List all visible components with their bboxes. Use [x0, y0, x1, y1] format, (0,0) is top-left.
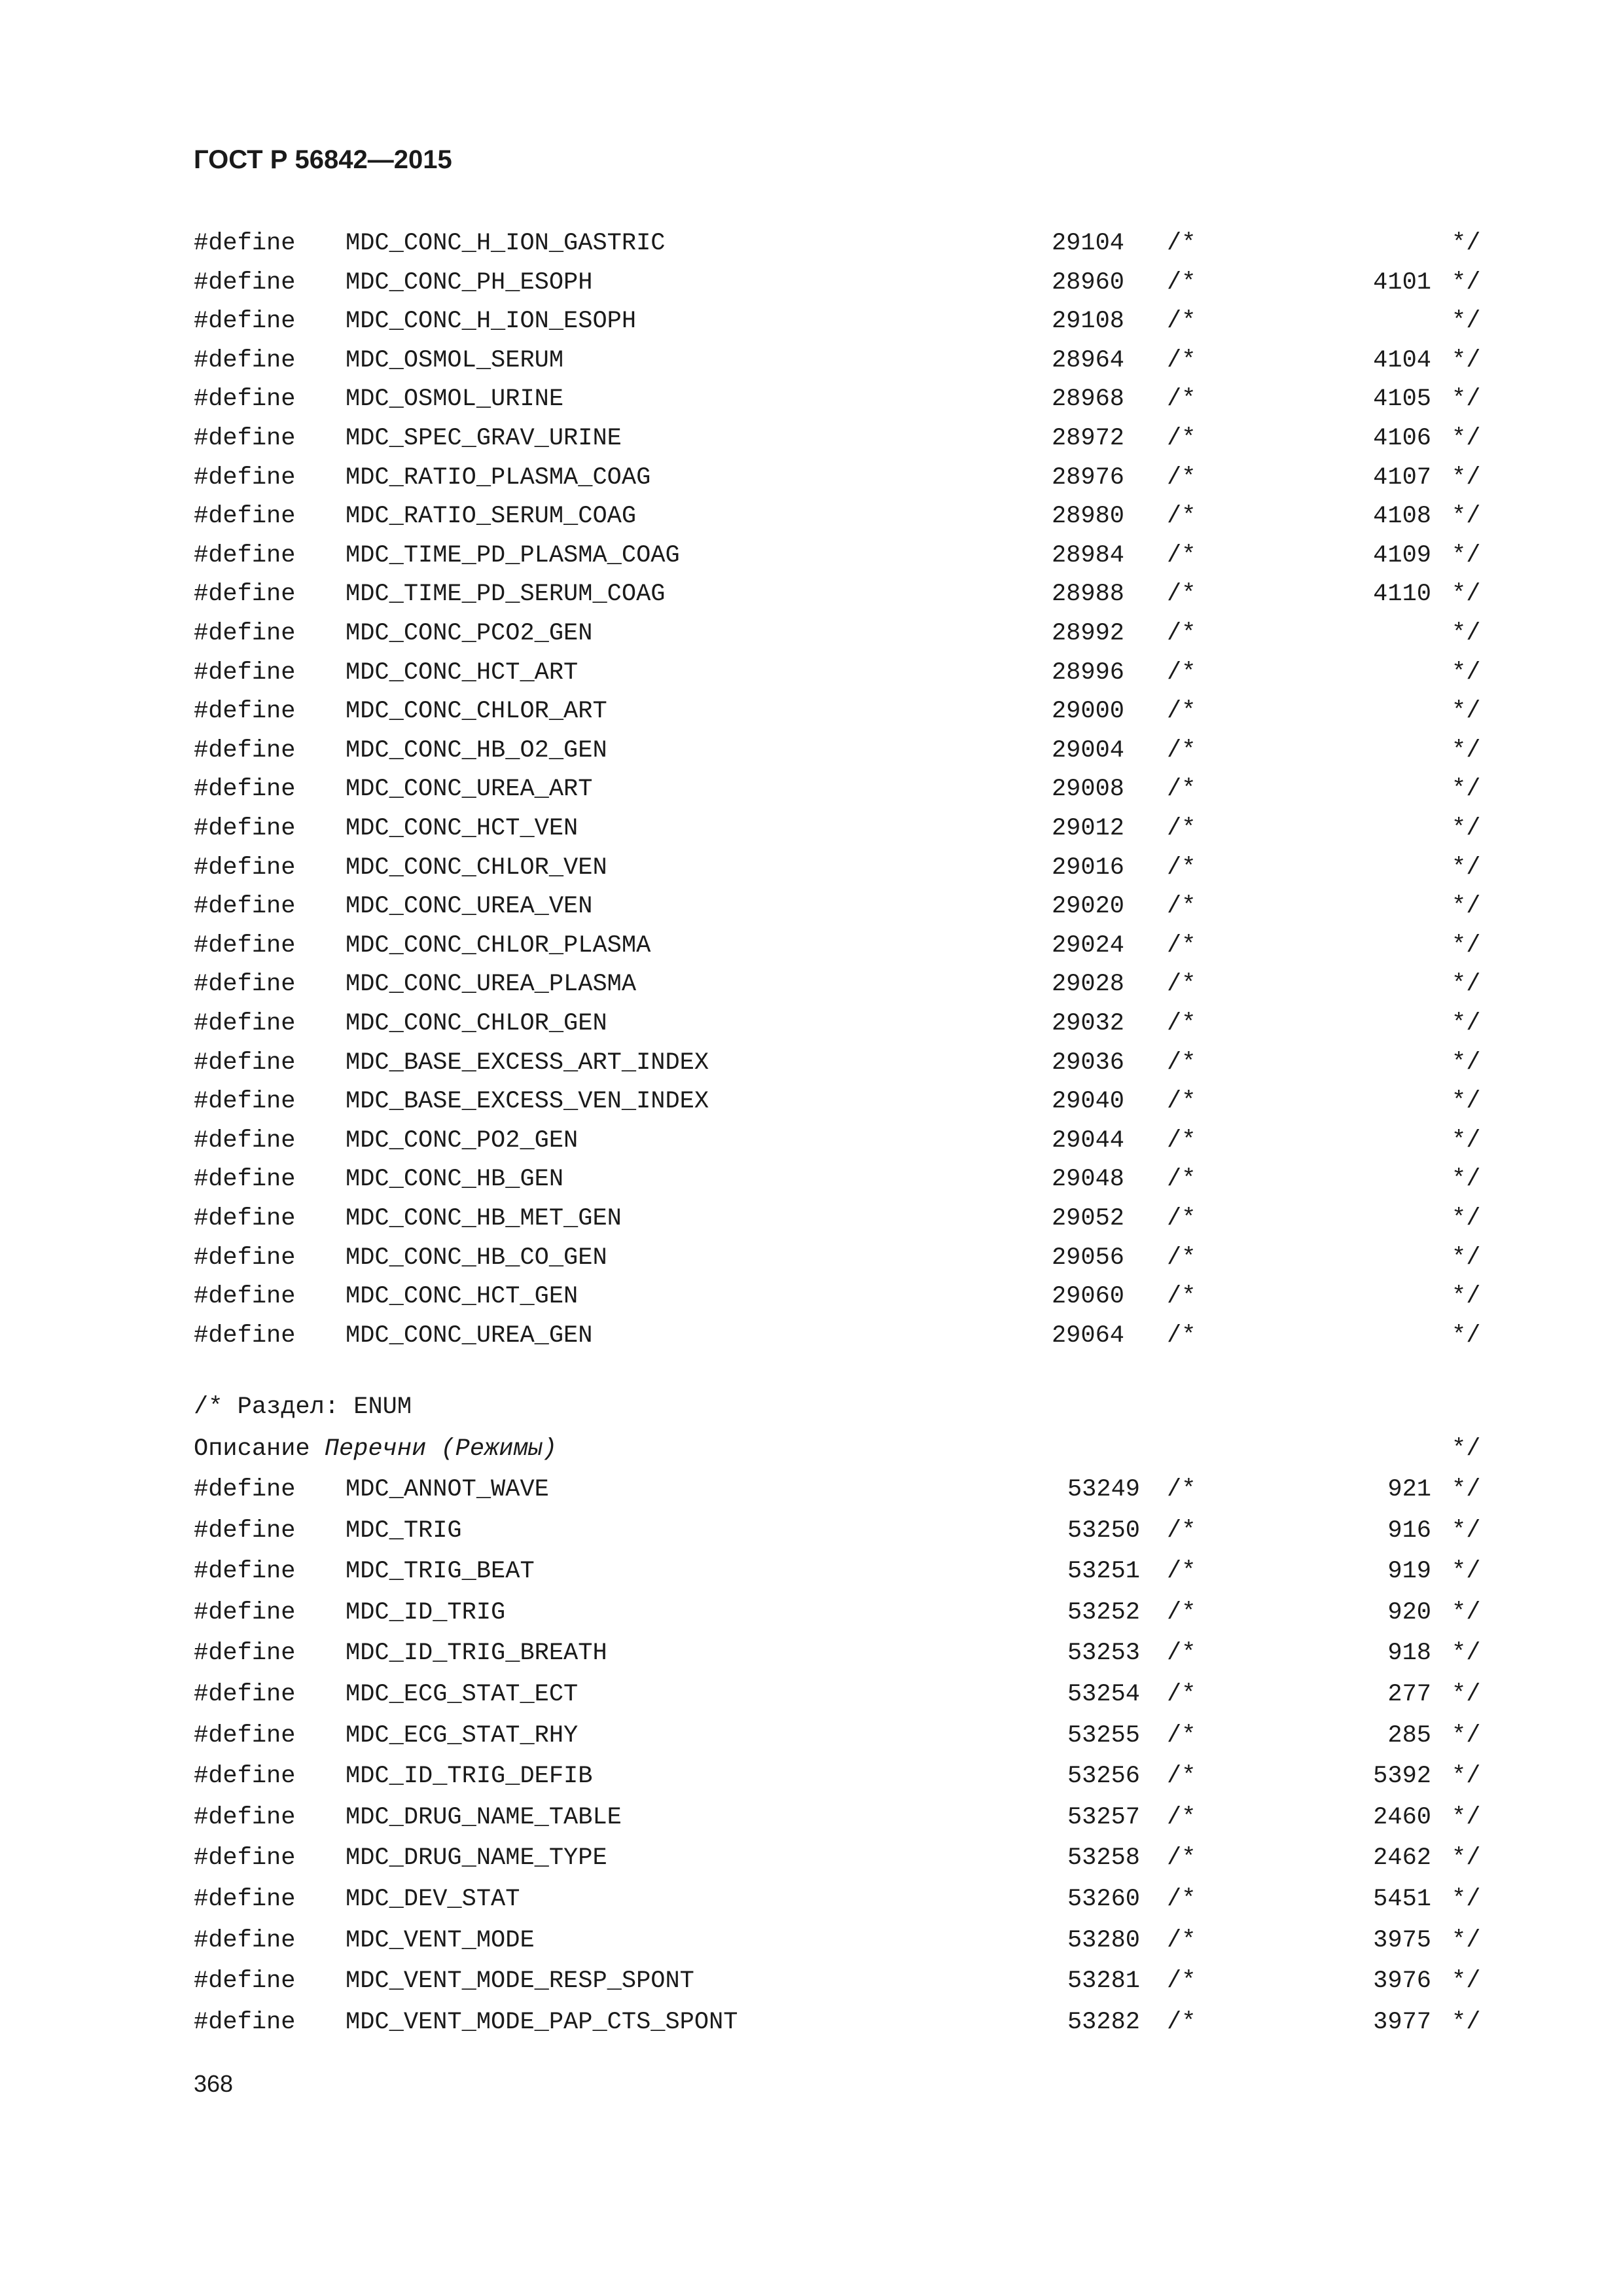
define-row — [0, 230, 1623, 269]
macro-value: 53258 — [1067, 1844, 1140, 1873]
macro-value: 53260 — [1067, 1886, 1140, 1913]
section-description — [194, 1435, 557, 1463]
macro-name: MDC_ECG_STAT_ECT — [346, 1681, 579, 1708]
document-header: ГОСТ Р 56842—2015 — [194, 145, 452, 174]
define-row — [0, 1166, 1623, 1205]
macro-value: 29012 — [1051, 815, 1124, 842]
comment-close: */ — [1452, 1844, 1481, 1873]
comment-open: /* — [1167, 230, 1196, 257]
macro-value: 28992 — [1051, 620, 1124, 647]
comment-code: 4101 — [1373, 268, 1431, 296]
macro-name: MDC_DRUG_NAME_TYPE — [346, 1844, 607, 1873]
comment-open: /* — [1167, 815, 1196, 842]
macro-value: 53281 — [1067, 1967, 1140, 1996]
macro-value: 29016 — [1051, 853, 1124, 882]
comment-close: */ — [1452, 1926, 1481, 1954]
define-keyword: #define — [194, 658, 296, 687]
comment-open: /* — [1167, 1844, 1196, 1873]
macro-name: MDC_TIME_PD_SERUM_COAG — [346, 581, 666, 609]
define-row — [0, 1244, 1623, 1283]
macro-value: 28976 — [1051, 463, 1124, 492]
define-keyword: #define — [194, 1721, 296, 1749]
comment-close: */ — [1452, 1558, 1481, 1586]
define-row — [0, 1049, 1623, 1088]
define-keyword: #define — [194, 346, 296, 374]
define-row — [0, 1722, 1623, 1761]
macro-name: MDC_VENT_MODE_RESP_SPONT — [346, 1967, 694, 1996]
comment-open: /* — [1167, 1721, 1196, 1749]
comment-code: 921 — [1387, 1476, 1431, 1503]
macro-value: 29056 — [1051, 1244, 1124, 1272]
comment-close: */ — [1452, 1166, 1481, 1194]
comment-open: /* — [1167, 658, 1196, 687]
comment-open: /* — [1167, 1166, 1196, 1194]
comment-code: 2462 — [1373, 1844, 1431, 1873]
macro-value: 29024 — [1051, 931, 1124, 960]
comment-open: /* — [1167, 1681, 1196, 1708]
section-description-close: */ — [1452, 1435, 1481, 1463]
define-row — [0, 932, 1623, 971]
comment-code: 2460 — [1373, 1803, 1431, 1831]
macro-name: MDC_CONC_CHLOR_VEN — [346, 853, 607, 882]
define-row — [0, 1127, 1623, 1166]
define-keyword: #define — [194, 698, 296, 726]
comment-open: /* — [1167, 1926, 1196, 1954]
comment-code: 4104 — [1373, 346, 1431, 374]
comment-close: */ — [1452, 698, 1481, 726]
macro-name: MDC_ID_TRIG_DEFIB — [346, 1763, 593, 1791]
define-keyword: #define — [194, 463, 296, 492]
macro-value: 29004 — [1051, 736, 1124, 764]
comment-open: /* — [1167, 736, 1196, 764]
define-row — [0, 386, 1623, 425]
comment-code: 3977 — [1373, 2008, 1431, 2036]
define-keyword: #define — [194, 620, 296, 647]
define-keyword: #define — [194, 581, 296, 609]
define-keyword: #define — [194, 503, 296, 531]
macro-value: 29060 — [1051, 1283, 1124, 1311]
comment-open: /* — [1167, 463, 1196, 492]
macro-name: MDC_VENT_MODE_PAP_CTS_SPONT — [346, 2008, 738, 2036]
define-keyword: #define — [194, 425, 296, 452]
description-label: Описание — [194, 1435, 325, 1463]
define-keyword: #define — [194, 931, 296, 960]
define-keyword: #define — [194, 1803, 296, 1831]
macro-value: 53257 — [1067, 1803, 1140, 1831]
comment-code: 5392 — [1373, 1763, 1431, 1791]
macro-name: MDC_VENT_MODE — [346, 1926, 535, 1954]
comment-code: 4108 — [1373, 503, 1431, 531]
define-keyword: #define — [194, 1886, 296, 1913]
define-row — [0, 1804, 1623, 1843]
comment-open: /* — [1167, 2008, 1196, 2036]
comment-close: */ — [1452, 853, 1481, 882]
macro-name: MDC_CONC_HCT_ART — [346, 658, 579, 687]
define-keyword: #define — [194, 1088, 296, 1116]
comment-open: /* — [1167, 308, 1196, 336]
comment-open: /* — [1167, 776, 1196, 804]
comment-close: */ — [1452, 1049, 1481, 1077]
define-keyword: #define — [194, 1598, 296, 1626]
macro-name: MDC_CONC_PO2_GEN — [346, 1126, 579, 1155]
macro-name: MDC_SPEC_GRAV_URINE — [346, 425, 622, 452]
comment-open: /* — [1167, 1516, 1196, 1545]
comment-close: */ — [1452, 2008, 1481, 2036]
define-row — [0, 425, 1623, 464]
define-row — [0, 971, 1623, 1010]
comment-close: */ — [1452, 971, 1481, 999]
define-row — [0, 1088, 1623, 1127]
macro-name: MDC_DEV_STAT — [346, 1886, 520, 1913]
macro-value: 28984 — [1051, 541, 1124, 569]
comment-code: 5451 — [1373, 1886, 1431, 1913]
comment-open: /* — [1167, 1010, 1196, 1037]
macro-value: 53251 — [1067, 1558, 1140, 1586]
macro-value: 53255 — [1067, 1721, 1140, 1749]
macro-value: 53253 — [1067, 1640, 1140, 1668]
comment-close: */ — [1452, 581, 1481, 609]
comment-open: /* — [1167, 1763, 1196, 1791]
define-row — [0, 1927, 1623, 1966]
macro-value: 29104 — [1051, 230, 1124, 257]
define-keyword: #define — [194, 1283, 296, 1311]
comment-open: /* — [1167, 1244, 1196, 1272]
define-keyword: #define — [194, 1763, 296, 1791]
macro-name: MDC_CONC_PCO2_GEN — [346, 620, 593, 647]
comment-open: /* — [1167, 425, 1196, 452]
define-row — [0, 1476, 1623, 1515]
macro-name: MDC_CONC_CHLOR_ART — [346, 698, 607, 726]
macro-name: MDC_TRIG_BEAT — [346, 1558, 535, 1586]
define-keyword: #define — [194, 1126, 296, 1155]
define-row — [0, 854, 1623, 893]
define-keyword: #define — [194, 1244, 296, 1272]
macro-name: MDC_OSMOL_URINE — [346, 386, 564, 414]
define-row — [0, 1967, 1623, 2007]
comment-open: /* — [1167, 893, 1196, 921]
define-row — [0, 1283, 1623, 1322]
comment-close: */ — [1452, 1967, 1481, 1996]
comment-open: /* — [1167, 620, 1196, 647]
macro-value: 53252 — [1067, 1598, 1140, 1626]
define-keyword: #define — [194, 541, 296, 569]
macro-value: 29064 — [1051, 1321, 1124, 1350]
comment-open: /* — [1167, 1126, 1196, 1155]
macro-value: 29000 — [1051, 698, 1124, 726]
define-keyword: #define — [194, 1010, 296, 1037]
comment-open: /* — [1167, 931, 1196, 960]
macro-value: 28964 — [1051, 346, 1124, 374]
comment-open: /* — [1167, 1640, 1196, 1668]
define-row — [0, 893, 1623, 932]
comment-open: /* — [1167, 971, 1196, 999]
comment-close: */ — [1452, 425, 1481, 452]
comment-open: /* — [1167, 541, 1196, 569]
macro-name: MDC_CONC_UREA_GEN — [346, 1321, 593, 1350]
define-row — [0, 1844, 1623, 1884]
comment-close: */ — [1452, 463, 1481, 492]
macro-value: 53254 — [1067, 1681, 1140, 1708]
macro-value: 29036 — [1051, 1049, 1124, 1077]
comment-open: /* — [1167, 581, 1196, 609]
macro-value: 53249 — [1067, 1476, 1140, 1503]
define-keyword: #define — [194, 1558, 296, 1586]
define-keyword: #define — [194, 1166, 296, 1194]
macro-value: 29044 — [1051, 1126, 1124, 1155]
macro-value: 29008 — [1051, 776, 1124, 804]
define-keyword: #define — [194, 736, 296, 764]
comment-open: /* — [1167, 503, 1196, 531]
comment-open: /* — [1167, 1598, 1196, 1626]
macro-name: MDC_CONC_PH_ESOPH — [346, 268, 593, 296]
macro-name: MDC_ID_TRIG_BREATH — [346, 1640, 607, 1668]
define-row — [0, 1763, 1623, 1802]
comment-open: /* — [1167, 1803, 1196, 1831]
macro-name: MDC_TIME_PD_PLASMA_COAG — [346, 541, 680, 569]
define-row — [0, 659, 1623, 698]
comment-close: */ — [1452, 736, 1481, 764]
comment-close: */ — [1452, 931, 1481, 960]
macro-name: MDC_RATIO_PLASMA_COAG — [346, 463, 651, 492]
macro-name: MDC_CONC_HB_CO_GEN — [346, 1244, 607, 1272]
comment-open: /* — [1167, 1476, 1196, 1503]
define-row — [0, 1322, 1623, 1361]
define-keyword: #define — [194, 1516, 296, 1545]
define-keyword: #define — [194, 1640, 296, 1668]
macro-name: MDC_CONC_HB_O2_GEN — [346, 736, 607, 764]
define-row — [0, 2009, 1623, 2048]
macro-value: 28980 — [1051, 503, 1124, 531]
define-keyword: #define — [194, 1967, 296, 1996]
comment-close: */ — [1452, 776, 1481, 804]
define-row — [0, 464, 1623, 503]
macro-name: MDC_BASE_EXCESS_VEN_INDEX — [346, 1088, 709, 1116]
comment-close: */ — [1452, 230, 1481, 257]
comment-code: 4109 — [1373, 541, 1431, 569]
define-keyword: #define — [194, 776, 296, 804]
define-row — [0, 1640, 1623, 1679]
macro-value: 29048 — [1051, 1166, 1124, 1194]
macro-value: 29032 — [1051, 1010, 1124, 1037]
comment-code: 920 — [1387, 1598, 1431, 1626]
define-row — [0, 1517, 1623, 1556]
comment-open: /* — [1167, 1558, 1196, 1586]
define-row — [0, 1681, 1623, 1720]
macro-value: 29052 — [1051, 1205, 1124, 1232]
comment-close: */ — [1452, 308, 1481, 336]
comment-open: /* — [1167, 1283, 1196, 1311]
comment-open: /* — [1167, 1321, 1196, 1350]
comment-code: 919 — [1387, 1558, 1431, 1586]
macro-name: MDC_ECG_STAT_RHY — [346, 1721, 579, 1749]
comment-open: /* — [1167, 853, 1196, 882]
define-keyword: #define — [194, 1321, 296, 1350]
comment-close: */ — [1452, 1010, 1481, 1037]
macro-value: 29028 — [1051, 971, 1124, 999]
macro-name: MDC_CONC_CHLOR_PLASMA — [346, 931, 651, 960]
define-keyword: #define — [194, 971, 296, 999]
comment-code: 3975 — [1373, 1926, 1431, 1954]
comment-close: */ — [1452, 268, 1481, 296]
define-row — [0, 581, 1623, 620]
macro-value: 29040 — [1051, 1088, 1124, 1116]
page-number: 368 — [194, 2070, 234, 2097]
macro-name: MDC_OSMOL_SERUM — [346, 346, 564, 374]
comment-open: /* — [1167, 1967, 1196, 1996]
comment-code: 4105 — [1373, 386, 1431, 414]
comment-close: */ — [1452, 1763, 1481, 1791]
comment-close: */ — [1452, 658, 1481, 687]
define-keyword: #define — [194, 1205, 296, 1232]
comment-close: */ — [1452, 1598, 1481, 1626]
comment-code: 918 — [1387, 1640, 1431, 1668]
macro-name: MDC_DRUG_NAME_TABLE — [346, 1803, 622, 1831]
macro-name: MDC_TRIG — [346, 1516, 462, 1545]
define-row — [0, 503, 1623, 542]
comment-code: 4107 — [1373, 463, 1431, 492]
macro-value: 53282 — [1067, 2008, 1140, 2036]
define-row — [0, 269, 1623, 308]
define-row — [0, 1558, 1623, 1597]
macro-value: 53250 — [1067, 1516, 1140, 1545]
comment-open: /* — [1167, 386, 1196, 414]
define-row — [0, 776, 1623, 815]
comment-close: */ — [1452, 620, 1481, 647]
macro-value: 53256 — [1067, 1763, 1140, 1791]
comment-close: */ — [1452, 1640, 1481, 1668]
comment-code: 916 — [1387, 1516, 1431, 1545]
define-keyword: #define — [194, 386, 296, 414]
macro-name: MDC_CONC_UREA_VEN — [346, 893, 593, 921]
define-keyword: #define — [194, 1844, 296, 1873]
comment-close: */ — [1452, 541, 1481, 569]
comment-code: 4110 — [1373, 581, 1431, 609]
define-keyword: #define — [194, 1681, 296, 1708]
define-row — [0, 347, 1623, 386]
define-keyword: #define — [194, 1049, 296, 1077]
comment-open: /* — [1167, 1205, 1196, 1232]
comment-open: /* — [1167, 1088, 1196, 1116]
macro-name: MDC_CONC_HB_MET_GEN — [346, 1205, 622, 1232]
define-row — [0, 308, 1623, 347]
section-title: /* Раздел: ENUM — [194, 1393, 412, 1421]
define-keyword: #define — [194, 893, 296, 921]
comment-close: */ — [1452, 346, 1481, 374]
define-keyword: #define — [194, 815, 296, 842]
define-row — [0, 542, 1623, 581]
comment-close: */ — [1452, 1321, 1481, 1350]
define-row — [0, 1205, 1623, 1244]
comment-code: 3976 — [1373, 1967, 1431, 1996]
macro-name: MDC_ID_TRIG — [346, 1598, 506, 1626]
macro-name: MDC_ANNOT_WAVE — [346, 1476, 549, 1503]
comment-close: */ — [1452, 1088, 1481, 1116]
comment-close: */ — [1452, 1283, 1481, 1311]
define-keyword: #define — [194, 853, 296, 882]
comment-close: */ — [1452, 1476, 1481, 1503]
macro-name: MDC_CONC_HB_GEN — [346, 1166, 564, 1194]
define-keyword: #define — [194, 268, 296, 296]
define-keyword: #define — [194, 308, 296, 336]
comment-close: */ — [1452, 1126, 1481, 1155]
comment-open: /* — [1167, 268, 1196, 296]
define-row — [0, 1010, 1623, 1049]
comment-code: 285 — [1387, 1721, 1431, 1749]
comment-open: /* — [1167, 346, 1196, 374]
macro-value: 29020 — [1051, 893, 1124, 921]
comment-close: */ — [1452, 815, 1481, 842]
comment-close: */ — [1452, 1886, 1481, 1913]
macro-value: 29108 — [1051, 308, 1124, 336]
macro-value: 28988 — [1051, 581, 1124, 609]
define-row — [0, 815, 1623, 854]
define-keyword: #define — [194, 1476, 296, 1503]
macro-value: 28968 — [1051, 386, 1124, 414]
macro-name: MDC_CONC_HCT_VEN — [346, 815, 579, 842]
comment-close: */ — [1452, 1681, 1481, 1708]
comment-open: /* — [1167, 1886, 1196, 1913]
macro-value: 53280 — [1067, 1926, 1140, 1954]
comment-close: */ — [1452, 386, 1481, 414]
macro-name: MDC_CONC_HCT_GEN — [346, 1283, 579, 1311]
macro-value: 28972 — [1051, 425, 1124, 452]
define-row — [0, 737, 1623, 776]
define-keyword: #define — [194, 230, 296, 257]
macro-value: 28960 — [1051, 268, 1124, 296]
comment-code: 277 — [1387, 1681, 1431, 1708]
comment-close: */ — [1452, 1803, 1481, 1831]
comment-close: */ — [1452, 1721, 1481, 1749]
comment-close: */ — [1452, 503, 1481, 531]
comment-close: */ — [1452, 1205, 1481, 1232]
description-italic: Перечни (Режимы) — [324, 1435, 558, 1463]
macro-name: MDC_CONC_CHLOR_GEN — [346, 1010, 607, 1037]
comment-open: /* — [1167, 698, 1196, 726]
macro-name: MDC_CONC_H_ION_GASTRIC — [346, 230, 666, 257]
comment-close: */ — [1452, 893, 1481, 921]
macro-name: MDC_RATIO_SERUM_COAG — [346, 503, 637, 531]
define-row — [0, 620, 1623, 659]
define-row — [0, 1886, 1623, 1925]
macro-name: MDC_CONC_UREA_ART — [346, 776, 593, 804]
macro-value: 28996 — [1051, 658, 1124, 687]
macro-name: MDC_CONC_H_ION_ESOPH — [346, 308, 637, 336]
define-keyword: #define — [194, 2008, 296, 2036]
comment-open: /* — [1167, 1049, 1196, 1077]
comment-close: */ — [1452, 1244, 1481, 1272]
macro-name: MDC_CONC_UREA_PLASMA — [346, 971, 637, 999]
macro-name: MDC_BASE_EXCESS_ART_INDEX — [346, 1049, 709, 1077]
define-row — [0, 698, 1623, 737]
comment-close: */ — [1452, 1516, 1481, 1545]
comment-code: 4106 — [1373, 425, 1431, 452]
define-row — [0, 1599, 1623, 1638]
define-keyword: #define — [194, 1926, 296, 1954]
